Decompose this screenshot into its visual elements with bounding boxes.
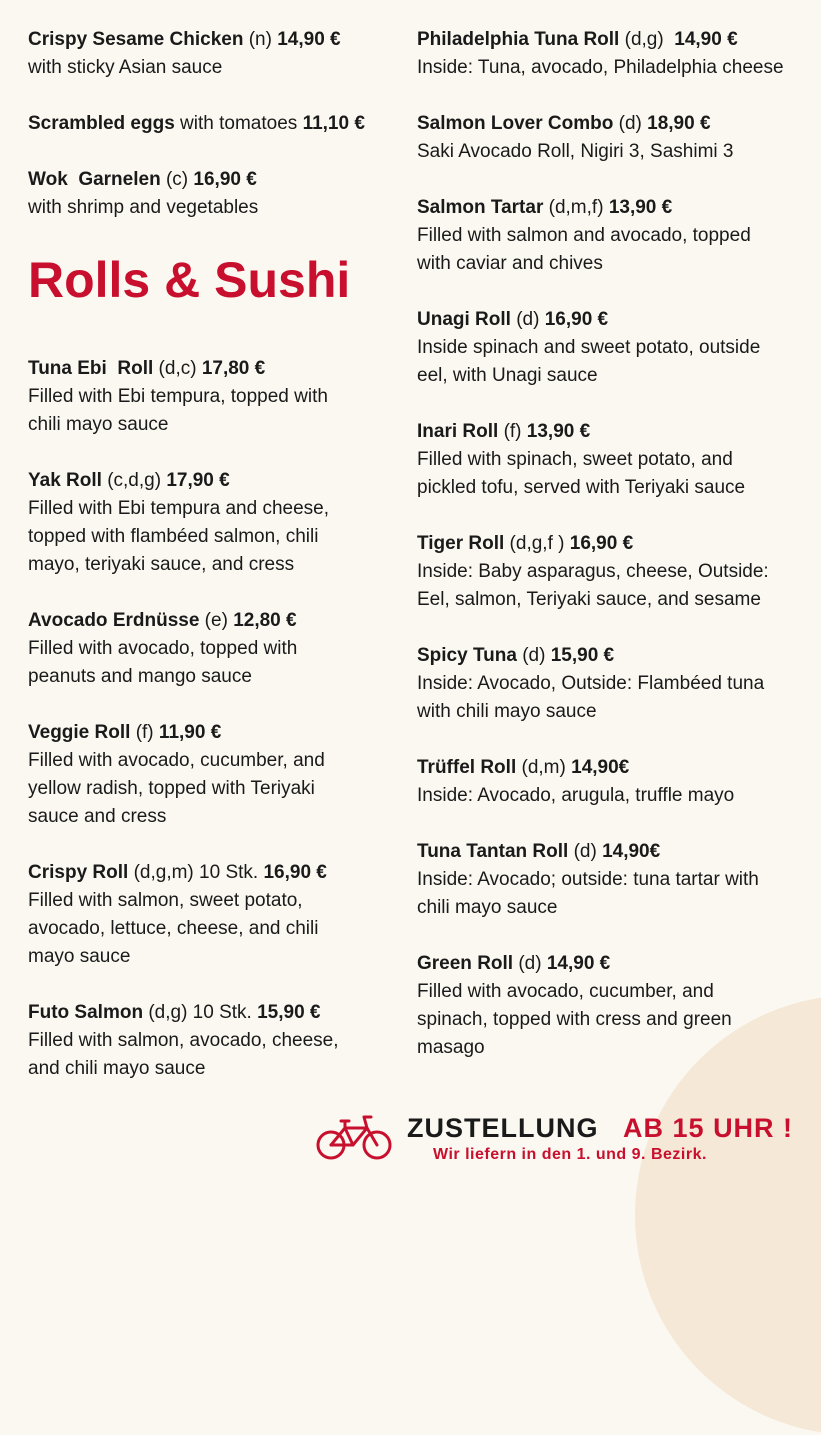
menu-item-name: Salmon Tartar	[417, 197, 544, 218]
menu-item-allergens: (d,g) 10 Stk.	[143, 1002, 258, 1023]
menu-item-price: 11,10 €	[302, 113, 365, 134]
menu-item-heading	[417, 754, 817, 782]
menu-item-price: 16,90 €	[569, 533, 634, 554]
menu-item-price: 13,90 €	[608, 197, 673, 218]
menu-item-name: Green Roll	[417, 953, 514, 974]
menu-item	[28, 999, 403, 1083]
menu-item-name: Salmon Lover Combo	[417, 113, 614, 134]
menu-item-allergens: (d)	[513, 953, 547, 974]
menu-list-rolls	[28, 355, 403, 1083]
menu-item-price: 17,90 €	[166, 470, 230, 491]
menu-item	[28, 166, 403, 222]
menu-item-name: Yak Roll	[28, 470, 102, 491]
menu-item-heading	[417, 642, 817, 670]
menu-item-allergens: (d,g,m) 10 Stk.	[128, 862, 264, 883]
menu-item-name: Veggie Roll	[28, 722, 131, 743]
menu-item-heading	[417, 306, 817, 334]
menu-item-description: Filled with spinach, sweet potato, and	[417, 449, 733, 470]
menu-item-heading	[28, 859, 403, 887]
menu-item-name: Wok Garnelen	[28, 169, 161, 190]
menu-item-allergens: (d)	[510, 309, 545, 330]
menu-item	[28, 110, 403, 138]
menu-item-name: Crispy Sesame Chicken	[28, 29, 244, 50]
menu-item-description: eel, with Unagi sauce	[417, 365, 598, 386]
menu-item-price: 14,90 €	[277, 29, 341, 50]
menu-item	[417, 306, 817, 390]
menu-item-description: mayo sauce	[28, 946, 131, 967]
menu-item-name: Crispy Roll	[28, 862, 129, 883]
menu-item-description: Filled with Ebi tempura, topped with	[28, 386, 328, 407]
menu-item	[417, 642, 817, 726]
menu-item-description: Inside: Baby asparagus, cheese, Outside:	[417, 561, 769, 582]
menu-item-heading	[28, 719, 403, 747]
menu-item-heading	[28, 355, 403, 383]
menu-item-name: Unagi Roll	[417, 309, 511, 330]
menu-item-description: spinach, topped with cress and green	[417, 1009, 732, 1030]
menu-item-description: chili mayo sauce	[417, 897, 558, 918]
menu-item-heading	[28, 166, 403, 194]
menu-item-allergens: (n)	[243, 29, 278, 50]
menu-item-description: Filled with avocado, cucumber, and	[28, 750, 325, 771]
menu-item-name: Tuna Ebi Roll	[28, 358, 154, 379]
menu-item-price: 16,90 €	[544, 309, 609, 330]
delivery-banner	[315, 1110, 815, 1170]
menu-item-description: Inside: Avocado, Outside: Flambéed tuna	[417, 673, 765, 694]
menu-item-name: Philadelphia Tuna Roll	[417, 29, 620, 50]
menu-item	[417, 754, 817, 810]
menu-item-description: Inside: Avocado; outside: tuna tartar with	[417, 869, 759, 890]
menu-item	[28, 859, 403, 971]
menu-item-price: 14,90 €	[674, 29, 738, 50]
menu-item-description: and chili mayo sauce	[28, 1058, 206, 1079]
menu-item	[28, 355, 403, 439]
menu-item-heading	[417, 838, 817, 866]
menu-item-allergens: (d)	[568, 841, 603, 862]
menu-item-price: 12,80 €	[233, 610, 297, 631]
menu-list-top	[28, 26, 403, 222]
menu-item-name: Tiger Roll	[417, 533, 505, 554]
menu-list-right	[417, 26, 817, 1062]
menu-item	[417, 26, 817, 82]
menu-item-description: Filled with Ebi tempura and cheese,	[28, 498, 329, 519]
menu-item-description: Filled with salmon, avocado, cheese,	[28, 1030, 339, 1051]
menu-item-price: 11,90 €	[158, 722, 222, 743]
menu-item-allergens: (d)	[613, 113, 648, 134]
menu-item	[417, 950, 817, 1062]
menu-item	[417, 194, 817, 278]
menu-item-description: pickled tofu, served with Teriyaki sauce	[417, 477, 746, 498]
menu-item-description: Inside: Avocado, arugula, truffle mayo	[417, 785, 735, 806]
menu-item-price: 14,90 €	[546, 953, 611, 974]
menu-item-heading	[28, 467, 403, 495]
menu-item-heading	[417, 418, 817, 446]
menu-item-heading	[28, 607, 403, 635]
menu-item-description: Inside spinach and sweet potato, outside	[417, 337, 761, 358]
menu-column-right	[417, 26, 817, 1062]
menu-item-price: 17,80 €	[201, 358, 266, 379]
menu-item-allergens: (e)	[199, 610, 234, 631]
menu-item-name: Futo Salmon	[28, 1002, 144, 1023]
menu-item-allergens: (f)	[130, 722, 159, 743]
menu-item-name: Spicy Tuna	[417, 645, 517, 666]
menu-item-allergens: (f)	[498, 421, 527, 442]
menu-item-allergens: (d,c)	[153, 358, 202, 379]
menu-item-heading	[28, 26, 403, 54]
menu-item-price: 14,90€	[602, 841, 661, 862]
menu-item-description: Filled with salmon and avocado, topped	[417, 225, 751, 246]
menu-item-heading	[417, 26, 817, 54]
menu-item-description: topped with flambéed salmon, chili	[28, 526, 319, 547]
menu-item-description: with chili mayo sauce	[417, 701, 597, 722]
menu-item-heading	[417, 110, 817, 138]
menu-item-description: Filled with avocado, cucumber, and	[417, 981, 714, 1002]
menu-item	[417, 418, 817, 502]
menu-item-description: Eel, salmon, Teriyaki sauce, and sesame	[417, 589, 761, 610]
menu-item-price: 18,90 €	[647, 113, 711, 134]
menu-item-description: peanuts and mango sauce	[28, 666, 252, 687]
menu-item	[28, 719, 403, 831]
menu-item-description: with shrimp and vegetables	[28, 197, 259, 218]
menu-item-name: Avocado Erdnüsse	[28, 610, 200, 631]
menu-item-heading	[417, 194, 817, 222]
delivery-label: ZUSTELLUNG	[407, 1113, 599, 1143]
menu-item-description: Saki Avocado Roll, Nigiri 3, Sashimi 3	[417, 141, 734, 162]
menu-item-description: Filled with avocado, topped with	[28, 638, 298, 659]
menu-item	[28, 26, 403, 82]
menu-item-name: Tuna Tantan Roll	[417, 841, 569, 862]
menu-item-description: Inside: Tuna, avocado, Philadelphia cheese	[417, 57, 784, 78]
menu-item-price: 13,90 €	[526, 421, 591, 442]
menu-item-description: masago	[417, 1037, 485, 1058]
menu-item-price: 16,90 €	[193, 169, 257, 190]
menu-item-heading	[28, 999, 403, 1027]
menu-item-description: yellow radish, topped with Teriyaki	[28, 778, 315, 799]
menu-item-description: with caviar and chives	[417, 253, 603, 274]
menu-item	[28, 607, 403, 691]
menu-item-description: sauce and cress	[28, 806, 167, 827]
menu-item-price: 15,90 €	[550, 645, 615, 666]
menu-item-price: 16,90 €	[263, 862, 327, 883]
bicycle-icon	[315, 1112, 393, 1162]
menu-item-allergens: (c)	[160, 169, 194, 190]
menu-item-description: avocado, lettuce, cheese, and chili	[28, 918, 319, 939]
menu-item-description: chili mayo sauce	[28, 414, 169, 435]
menu-item-heading	[417, 950, 817, 978]
menu-item-description: Filled with salmon, sweet potato,	[28, 890, 303, 911]
menu-item-name: Trüffel Roll	[417, 757, 517, 778]
menu-item-allergens: (c,d,g)	[101, 470, 167, 491]
menu-item-description: mayo, teriyaki sauce, and cress	[28, 554, 295, 575]
section-title: Rolls & Sushi	[28, 252, 351, 308]
menu-item-price: 15,90 €	[257, 1002, 321, 1023]
menu-item-allergens: (d,m)	[516, 757, 572, 778]
menu-item-allergens: with tomatoes	[174, 113, 303, 134]
delivery-heading	[407, 1112, 793, 1144]
menu-item-description: with sticky Asian sauce	[28, 57, 223, 78]
menu-item-name: Scrambled eggs	[28, 113, 175, 134]
menu-item	[417, 110, 817, 166]
menu-item-allergens: (d,m,f)	[543, 197, 609, 218]
menu-column-left	[28, 26, 403, 1083]
menu-item-allergens: (d,g,f )	[504, 533, 570, 554]
delivery-districts: Wir liefern in den 1. und 9. Bezirk.	[433, 1146, 707, 1163]
menu-item-allergens: (d)	[516, 645, 551, 666]
menu-item	[417, 530, 817, 614]
menu-item-heading	[417, 530, 817, 558]
menu-item-price: 14,90€	[571, 757, 630, 778]
menu-item-heading	[28, 110, 403, 138]
menu-item	[28, 467, 403, 579]
menu-item-name: Inari Roll	[417, 421, 499, 442]
menu-item	[417, 838, 817, 922]
delivery-time: AB 15 UHR !	[623, 1113, 794, 1143]
menu-item-allergens: (d,g)	[619, 29, 675, 50]
